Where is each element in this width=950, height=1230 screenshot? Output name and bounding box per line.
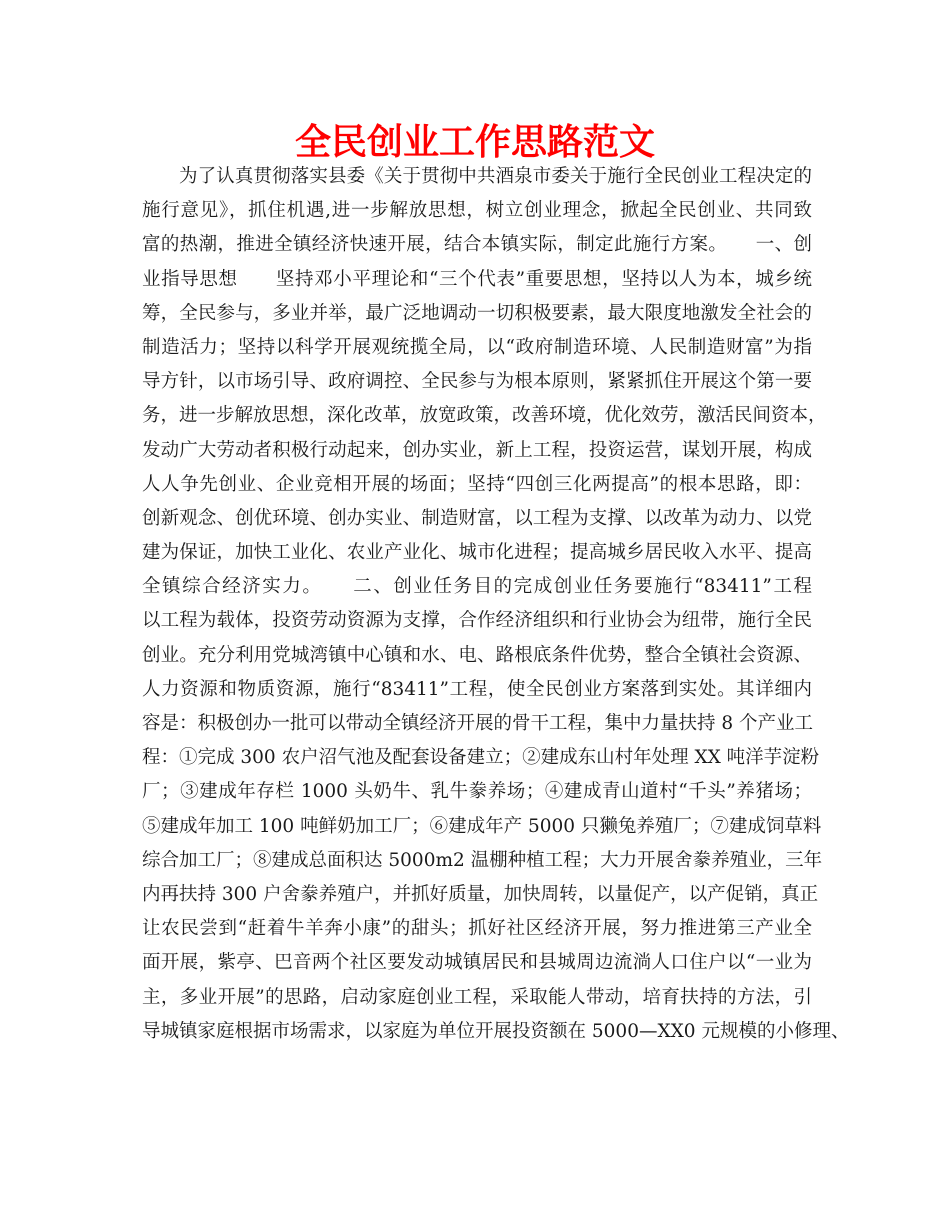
body-line: 发动广大劳动者积极行动起来，创办实业，新上工程，投资运营，谋划开展，构成 xyxy=(142,439,812,461)
body-line: 人力资源和物质资源，施行“83411”工程，使全民创业方案落到实处。其详细内 xyxy=(142,678,812,700)
body-line: 厂；③建成年存栏 1000 头奶牛、乳牛豢养场；④建成青山道村“千头”养猪场； xyxy=(142,781,812,803)
body-line: 内再扶持 300 户舍豢养殖户，并抓好质量，加快周转，以量促产，以产促销，真正 xyxy=(142,883,819,905)
body-line: 程：①完成 300 农户沼气池及配套设备建立；②建成东山村年处理 XX 吨洋芋淀粉 xyxy=(142,747,820,769)
body-line: 容是：积极创办一批可以带动全镇经济开展的骨干工程，集中力量扶持 8 个产业工 xyxy=(142,713,814,734)
document-body xyxy=(142,160,850,1049)
body-line: 务，进一步解放思想，深化改革，放宽政策，改善环境，优化效劳，激活民间资本， xyxy=(142,405,827,427)
body-line: 为了认真贯彻落实县委《关于贯彻中共酒泉市委关于施行全民创业工程决定的 xyxy=(179,166,812,187)
body-line: 创新观念、创优环境、创办实业、制造财富，以工程为支撑、以改革为动力、以党 xyxy=(142,507,812,529)
body-line: 富的热潮，推进全镇经济快速开展，结合本镇实际，制定此施行方案。 一、创 xyxy=(142,234,812,256)
body-line: 人人争先创业、企业竞相开展的场面；坚持“四创三化两提高”的根本思路，即： xyxy=(142,473,812,495)
body-line: 主，多业开展”的思路，启动家庭创业工程，采取能人带动，培育扶持的方法，引 xyxy=(142,986,812,1008)
body-line: 业指导思想 坚持邓小平理论和“三个代表”重要思想，坚持以人为本，城乡统 xyxy=(142,268,812,290)
body-line: 全镇综合经济实力。 二、创业任务目的完成创业任务要施行“83411”工程 xyxy=(142,576,812,598)
body-line: 综合加工厂；⑧建成总面积达 5000m2 温棚种植工程；大力开展舍豢养殖业，三年 xyxy=(142,849,823,871)
body-line: 导方针，以市场引导、政府调控、全民参与为根本原则，紧紧抓住开展这个第一要 xyxy=(142,371,812,393)
body-line: 让农民尝到“赶着牛羊奔小康”的甜头；抓好社区经济开展，努力推进第三产业全 xyxy=(142,918,812,940)
body-line: ⑤建成年加工 100 吨鲜奶加工厂；⑥建成年产 5000 只獭兔养殖厂；⑦建成饲草料 xyxy=(142,815,822,837)
body-line: 面开展，紫亭、巴音两个社区要发动城镇居民和县城周边流淌人口住户以“一业为 xyxy=(142,952,812,974)
body-line: 创业。充分利用党城湾镇中心镇和水、电、路根底条件优势，整合全镇社会资源、 xyxy=(142,644,812,666)
body-line: 施行意见》，抓住机遇,进一步解放思想，树立创业理念，掀起全民创业、共同致 xyxy=(142,200,812,222)
body-line: 筹，全民参与，多业并举，最广泛地调动一切积极要素，最大限度地激发全社会的 xyxy=(142,302,812,324)
body-line: 以工程为载体，投资劳动资源为支撑，合作经济组织和行业协会为纽带，施行全民 xyxy=(142,610,812,632)
document-title: 全民创业工作思路范文 xyxy=(294,122,655,163)
body-line: 导城镇家庭根据市场需求，以家庭为单位开展投资额在 5000—XX0 元规模的小修理、 xyxy=(142,1020,850,1042)
body-line: 制造活力；坚持以科学开展观统揽全局，以“政府制造环境、人民制造财富”为指 xyxy=(142,336,812,358)
body-line: 建为保证，加快工业化、农业产业化、城市化进程；提高城乡居民收入水平、提高 xyxy=(142,542,812,564)
